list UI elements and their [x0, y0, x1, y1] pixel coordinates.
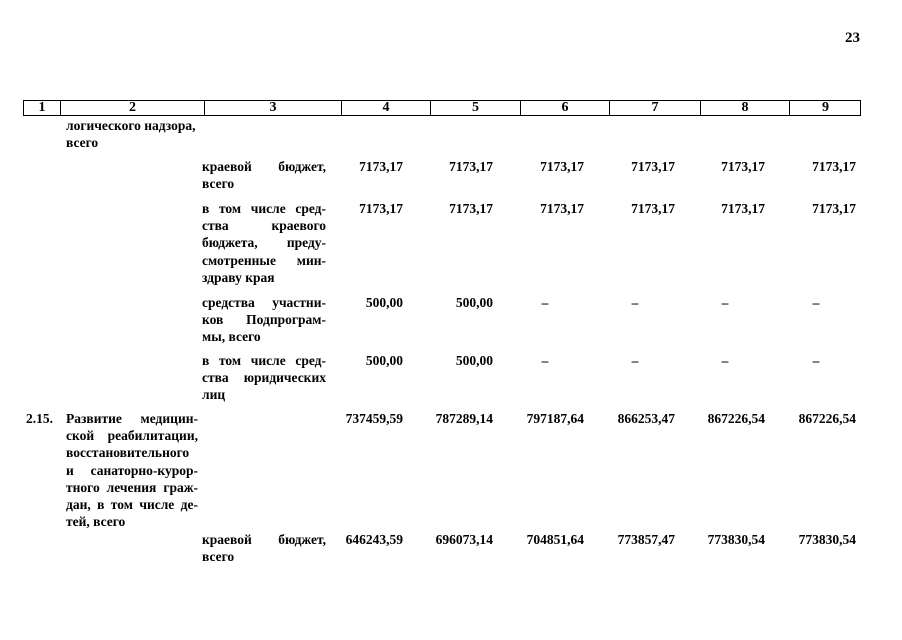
row-1-source: краевой бюджет, всего: [202, 159, 326, 192]
row-4-col8: –: [721, 353, 729, 368]
header-cell-9: 9: [789, 101, 861, 115]
row-6-col6: 704851,64: [526, 532, 584, 547]
header-cell-5: 5: [430, 101, 520, 115]
row-4-source: в том числе сред- ства юридических лиц: [202, 353, 326, 403]
row-5-col7: 866253,47: [617, 411, 675, 426]
table-header-row: [23, 100, 861, 116]
row-3-col7: –: [631, 295, 639, 310]
header-cell-2: 2: [60, 101, 204, 115]
row-2-col4: 7173,17: [359, 201, 403, 216]
row-4-col9: –: [812, 353, 820, 368]
row-4-col4: 500,00: [365, 353, 403, 368]
row-6-col7: 773857,47: [617, 532, 675, 547]
row-5-col8: 867226,54: [707, 411, 765, 426]
row-1-col8: 7173,17: [721, 159, 765, 174]
row-5-col6: 797187,64: [526, 411, 584, 426]
header-cell-4: 4: [341, 101, 430, 115]
row-0-name: логического надзора, всего: [66, 118, 196, 151]
row-6-source: краевой бюджет, всего: [202, 532, 326, 565]
row-2-col8: 7173,17: [721, 201, 765, 216]
row-4-col7: –: [631, 353, 639, 368]
row-6-col4: 646243,59: [345, 532, 403, 547]
row-6-col5: 696073,14: [435, 532, 493, 547]
row-4-col5: 500,00: [455, 353, 493, 368]
row-1-col6: 7173,17: [540, 159, 584, 174]
row-1-col9: 7173,17: [812, 159, 856, 174]
row-2-col6: 7173,17: [540, 201, 584, 216]
row-3-col8: –: [721, 295, 729, 310]
row-3-col6: –: [541, 295, 549, 310]
header-cell-3: 3: [204, 101, 341, 115]
row-6-col8: 773830,54: [707, 532, 765, 547]
row-5-name: Развитие медицин- ской реабилитации, восстановительного и санаторно-курор- тного лечения граж- дан, в том числе де- тей, всего: [66, 411, 198, 530]
row-2-col9: 7173,17: [812, 201, 856, 216]
row-3-col5: 500,00: [455, 295, 493, 310]
row-1-col5: 7173,17: [449, 159, 493, 174]
header-cell-6: 6: [520, 101, 609, 115]
row-4-col6: –: [541, 353, 549, 368]
row-5-number: 2.15.: [26, 411, 53, 426]
row-5-col4: 737459,59: [345, 411, 403, 426]
row-3-col9: –: [812, 295, 820, 310]
row-3-source: средства участни- ков Подпрограм- мы, всего: [202, 295, 326, 345]
row-2-source: в том числе сред- ства краевого бюджета, преду- смотренные мин- здраву края: [202, 201, 326, 285]
row-1-col7: 7173,17: [631, 159, 675, 174]
page-number: 23: [845, 30, 860, 46]
row-3-col4: 500,00: [365, 295, 403, 310]
row-5-col5: 787289,14: [435, 411, 493, 426]
row-5-col9: 867226,54: [798, 411, 856, 426]
row-1-col4: 7173,17: [359, 159, 403, 174]
row-2-col7: 7173,17: [631, 201, 675, 216]
header-cell-8: 8: [700, 101, 789, 115]
header-cell-1: 1: [38, 100, 46, 115]
row-2-col5: 7173,17: [449, 201, 493, 216]
header-cell-7: 7: [609, 101, 700, 115]
row-6-col9: 773830,54: [798, 532, 856, 547]
